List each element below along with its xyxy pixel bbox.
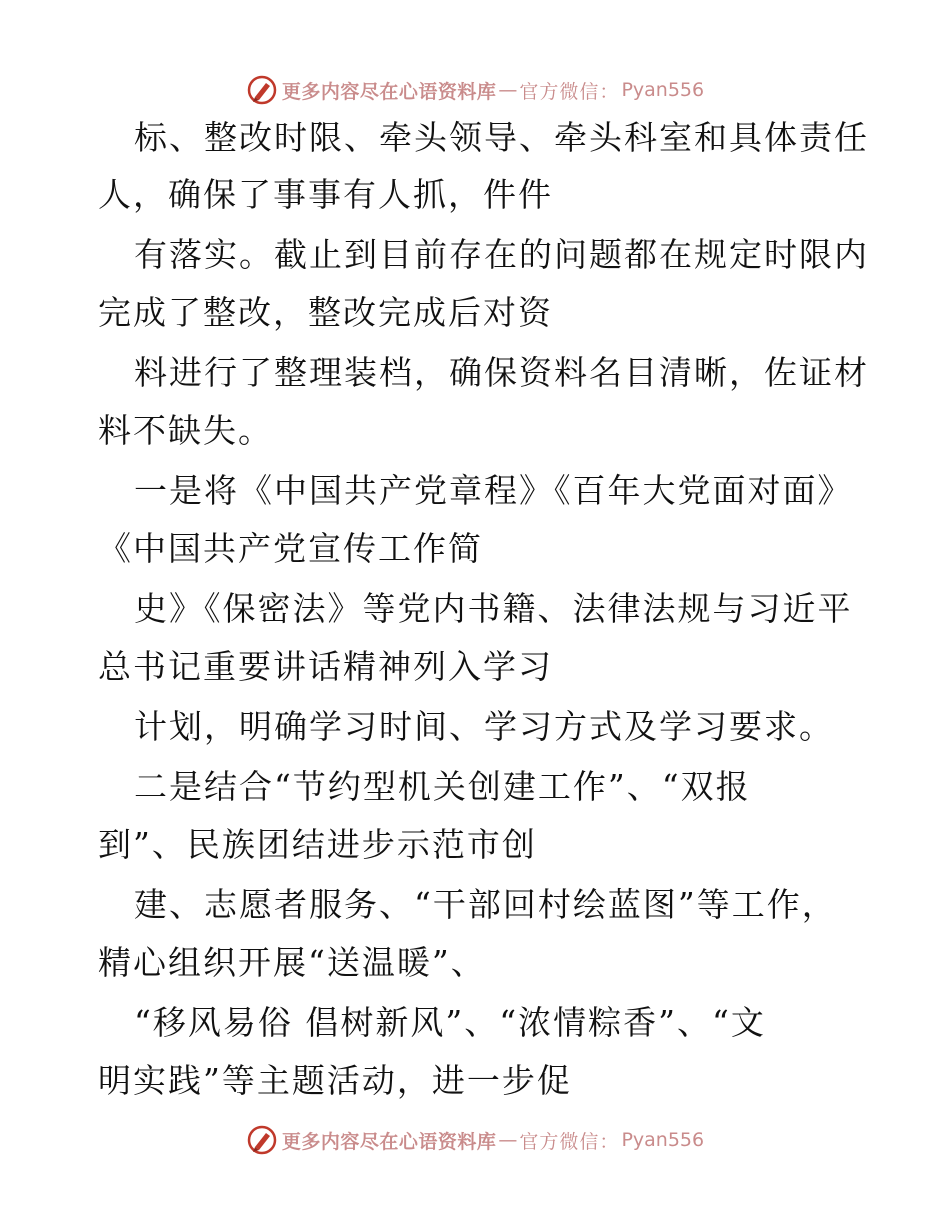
body-line: 史》《保密法》等党内书籍、法律法规与习近平 [134, 589, 853, 628]
body-line: 计划，明确学习时间、学习方式及学习要求。 [134, 707, 834, 746]
body-line: 一是将《中国共产党章程》《百年大党面对面》 [134, 471, 853, 510]
body-line: 明实践”等主题活动，进一步促 [98, 1061, 572, 1100]
body-line: 建、志愿者服务、“干部回村绘蓝图”等工作， [134, 885, 837, 924]
header-watermark [0, 70, 950, 110]
watermark-contact: 官方微信： [519, 80, 620, 103]
footer-watermark [0, 1120, 950, 1160]
body-line: “移风易俗 倡树新风”、“浓情粽香”、“文 [134, 1003, 766, 1042]
body-line: 《中国共产党宣传工作简 [98, 529, 483, 568]
body-line: 料不缺失。 [98, 411, 273, 450]
watermark-dash: — [498, 79, 518, 101]
body-line: 到”、民族团结进步示范市创 [98, 825, 537, 864]
body-line: 精心组织开展“送温暖”、 [98, 943, 486, 982]
body-line: 二是结合“节约型机关创建工作”、“双报 [134, 767, 751, 806]
body-line: 标、整改时限、牵头领导、牵头科室和具体责任 [134, 118, 869, 157]
watermark-dash: — [498, 1129, 518, 1151]
watermark-contact: 官方微信： [519, 1130, 620, 1153]
watermark-handle: Pyan556 [621, 79, 705, 101]
pen-logo-icon [246, 1124, 278, 1156]
watermark-handle: Pyan556 [621, 1129, 705, 1151]
watermark-brand: 更多内容尽在心语资料库 [281, 1130, 497, 1153]
body-line: 完成了整改，整改完成后对资 [98, 293, 553, 332]
pen-logo-icon [246, 74, 278, 106]
body-line: 总书记重要讲话精神列入学习 [98, 647, 553, 686]
body-line: 有落实。截止到目前存在的问题都在规定时限内 [134, 235, 869, 274]
body-line: 料进行了整理装档，确保资料名目清晰，佐证材 [134, 353, 869, 392]
body-line: 人，确保了事事有人抓，件件 [98, 175, 553, 214]
watermark-brand: 更多内容尽在心语资料库 [281, 80, 497, 103]
